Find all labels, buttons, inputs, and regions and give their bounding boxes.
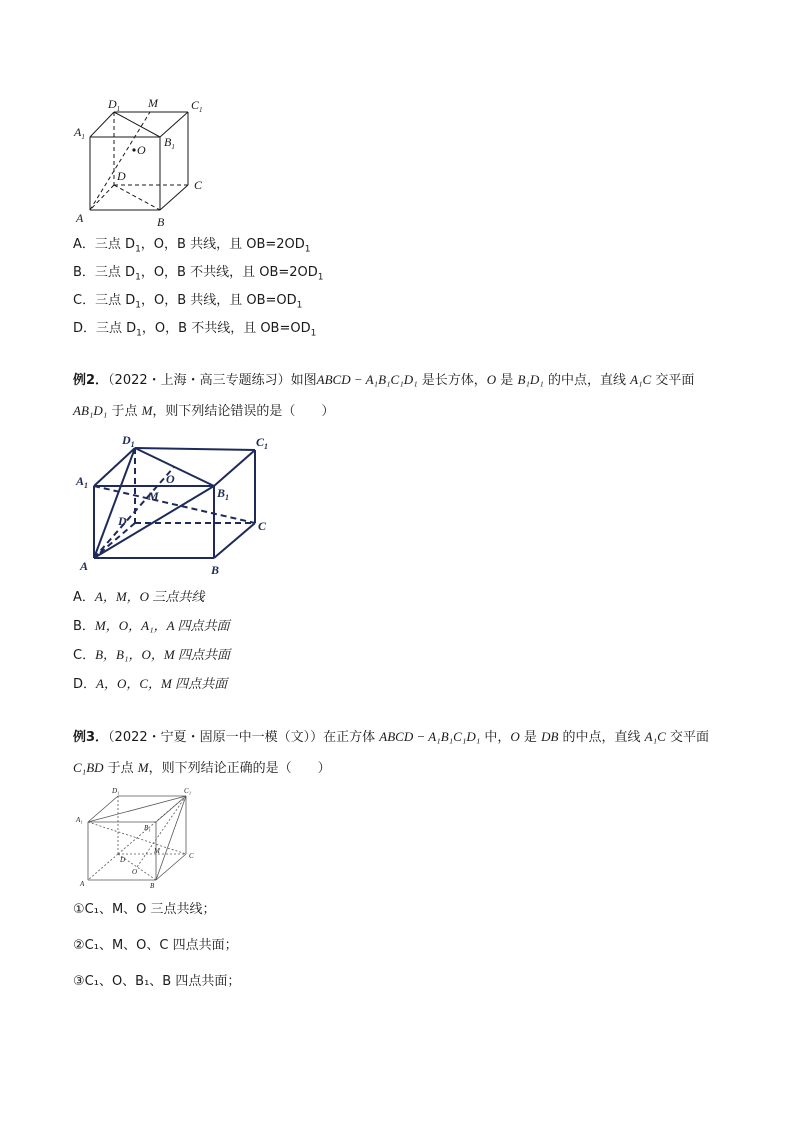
label-a1: A₁ — [76, 816, 83, 824]
label-b1: B₁ — [144, 824, 151, 832]
figure-cuboid-2 — [70, 428, 280, 578]
label-o: O — [137, 143, 146, 157]
label-c: C — [194, 178, 203, 192]
example2-line2: AB₁D₁ 于点 M，则下列结论错误的是（ ） — [73, 403, 335, 419]
label-m: M — [148, 489, 159, 503]
label-o: O — [166, 472, 175, 486]
label-a1: $A_1$ — [76, 474, 89, 490]
label-c1: $C_1$ — [191, 98, 203, 114]
example3-statement-2: ②C₁、M、O、C 四点共面； — [73, 938, 238, 953]
example3-statement-3: ③C₁、O、B₁、B 四点共面； — [73, 974, 241, 989]
q1-option-b: B．三点 $D_1$，O，B 不共线，且 $OB=2OD_1$ — [73, 265, 324, 283]
label-a: A — [76, 211, 84, 225]
label-a: A — [80, 559, 89, 573]
label-b: B — [150, 882, 155, 890]
example2-line1: 例2．（2022・上海・高三专题练习）如图ABCD − A₁B₁C₁D₁ 是长方体，O 是 B₁D₁ 的中点，直线 A₁C 交平面 — [73, 372, 695, 388]
example3-line2: C₁BD 于点 M，则下列结论正确的是（ ） — [73, 760, 331, 776]
label-d1: D₁ — [112, 787, 120, 795]
label-b: B — [157, 215, 165, 229]
q1-option-d: D．三点 $D_1$，O，B 不共线，且 $OB=OD_1$ — [73, 321, 317, 339]
label-b: B — [211, 563, 220, 577]
label-a1: $A_1$ — [74, 125, 85, 141]
example2-option-b: B．M，O，A₁，A 四点共面 — [73, 618, 230, 634]
label-c: C — [258, 519, 267, 533]
label-d1: $D_1$ — [108, 97, 121, 113]
example2-option-d: D．A，O，C，M 四点共面 — [73, 676, 228, 692]
example3-statement-1: ①C₁、M、O 三点共线； — [73, 902, 216, 917]
label-c: C — [189, 852, 194, 860]
label-b1: $B_1$ — [217, 486, 230, 502]
label-b1: $B_1$ — [164, 135, 175, 151]
label-d: D — [120, 856, 126, 864]
q1-option-c: C．三点 $D_1$，O，B 共线，且 $OB=OD_1$ — [73, 293, 303, 311]
point-o — [132, 148, 135, 151]
label-d1: $D_1$ — [122, 433, 135, 449]
example2-option-c: C．B，B₁，O，M 四点共面 — [73, 647, 230, 663]
figure-cube-1 — [70, 92, 220, 232]
example3-line1: 例3．（2022・宁夏・固原一中一模（文））在正方体 ABCD − A₁B₁C₁D₁ 中，O 是 DB 的中点，直线 A₁C 交平面 — [73, 729, 709, 745]
label-m: M — [148, 96, 158, 110]
label-c1: $C_1$ — [256, 435, 269, 451]
label-d: D — [118, 514, 127, 528]
label-m: M — [154, 847, 160, 855]
label-o: O — [132, 868, 138, 876]
label-a: A — [80, 880, 85, 888]
label-c1: C₁ — [184, 787, 192, 795]
q1-option-a: A．三点 $D_1$，O，B 共线，且 $OB=2OD_1$ — [73, 237, 311, 255]
figure-cube-3 — [72, 784, 202, 892]
example2-option-a: A．A，M，O 三点共线 — [73, 589, 205, 605]
label-d: D — [117, 169, 126, 183]
